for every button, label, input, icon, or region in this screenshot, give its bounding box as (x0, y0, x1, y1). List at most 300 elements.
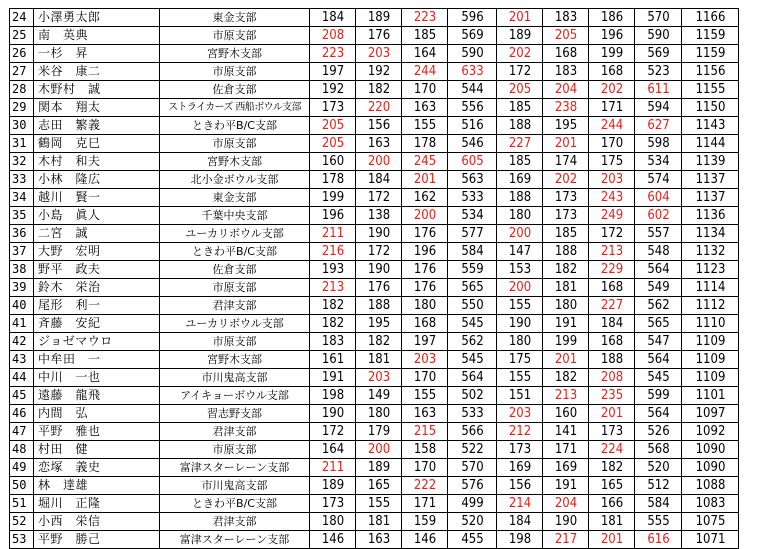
game-score-cell: 173 (591, 423, 632, 441)
total-cell: 1088 (684, 477, 735, 495)
game-score-cell: 173 (499, 441, 540, 459)
game-score-cell: 244 (404, 63, 445, 81)
branch-cell: ストライカーズ 西船ボウル支部 (160, 99, 310, 117)
total-cell: 1155 (684, 81, 735, 99)
player-name-cell: 大野 宏明 (34, 243, 160, 261)
table-row (10, 81, 739, 99)
subtotal-1-cell: 545 (450, 315, 494, 333)
total-cell: 1136 (684, 207, 735, 225)
game-score-cell: 238 (545, 99, 586, 117)
game-score-cell: 175 (499, 351, 540, 369)
game-score-cell: 184 (591, 315, 632, 333)
table-row (10, 441, 739, 459)
game-score-cell: 195 (358, 315, 399, 333)
game-score-cell: 204 (545, 81, 586, 99)
game-score-cell: 151 (499, 387, 540, 405)
branch-cell: 市原支部 (160, 441, 310, 459)
table-row (10, 207, 739, 225)
total-cell: 1114 (684, 279, 735, 297)
subtotal-1-cell: 544 (450, 81, 494, 99)
game-score-cell: 180 (312, 513, 353, 531)
game-score-cell: 217 (545, 531, 586, 549)
rank-cell: 30 (10, 117, 34, 135)
branch-cell: 君津支部 (160, 513, 310, 531)
game-score-cell: 155 (499, 369, 540, 387)
table-row (10, 225, 739, 243)
player-name-cell: 林 達雄 (34, 477, 160, 495)
subtotal-2-cell: 555 (637, 513, 679, 531)
subtotal-1-cell: 569 (450, 27, 494, 45)
game-score-cell: 174 (545, 153, 586, 171)
rank-cell: 52 (10, 513, 34, 531)
game-score-cell: 224 (591, 441, 632, 459)
player-name-cell: 野平 政夫 (34, 261, 160, 279)
game-score-cell: 165 (358, 477, 399, 495)
game-score-cell: 173 (312, 99, 353, 117)
table-row (10, 243, 739, 261)
game-score-cell: 208 (591, 369, 632, 387)
branch-cell: 市原支部 (160, 27, 310, 45)
table-row (10, 315, 739, 333)
game-score-cell: 199 (545, 333, 586, 351)
branch-cell: アイキョーボウル支部 (160, 387, 310, 405)
subtotal-2-cell: 512 (637, 477, 679, 495)
game-score-cell: 159 (404, 513, 445, 531)
subtotal-1-cell: 563 (450, 171, 494, 189)
game-score-cell: 223 (404, 9, 445, 27)
subtotal-1-cell: 533 (450, 405, 494, 423)
game-score-cell: 176 (358, 279, 399, 297)
game-score-cell: 205 (499, 81, 540, 99)
game-score-cell: 197 (404, 333, 445, 351)
game-score-cell: 185 (404, 27, 445, 45)
game-score-cell: 156 (499, 477, 540, 495)
game-score-cell: 176 (404, 225, 445, 243)
game-score-cell: 196 (312, 207, 353, 225)
branch-cell: 市川鬼高支部 (160, 477, 310, 495)
game-score-cell: 146 (312, 531, 353, 549)
rank-cell: 46 (10, 405, 34, 423)
table-row (10, 135, 739, 153)
rank-cell: 44 (10, 369, 34, 387)
game-score-cell: 138 (358, 207, 399, 225)
game-score-cell: 182 (545, 369, 586, 387)
table-row (10, 261, 739, 279)
total-cell: 1150 (684, 99, 735, 117)
game-score-cell: 185 (545, 225, 586, 243)
game-score-cell: 185 (499, 153, 540, 171)
subtotal-1-cell: 605 (450, 153, 494, 171)
game-score-cell: 201 (591, 405, 632, 423)
game-score-cell: 170 (404, 459, 445, 477)
game-score-cell: 201 (404, 171, 445, 189)
rank-cell: 36 (10, 225, 34, 243)
game-score-cell: 203 (358, 45, 399, 63)
game-score-cell: 181 (545, 279, 586, 297)
game-score-cell: 205 (545, 27, 586, 45)
game-score-cell: 200 (358, 153, 399, 171)
game-score-cell: 156 (358, 117, 399, 135)
rank-cell: 29 (10, 99, 34, 117)
total-cell: 1137 (684, 189, 735, 207)
game-score-cell: 164 (312, 441, 353, 459)
game-score-cell: 158 (404, 441, 445, 459)
game-score-cell: 190 (358, 261, 399, 279)
game-score-cell: 180 (404, 297, 445, 315)
game-score-cell: 168 (591, 333, 632, 351)
subtotal-2-cell: 523 (637, 63, 679, 81)
game-score-cell: 223 (312, 45, 353, 63)
rank-cell: 40 (10, 297, 34, 315)
game-score-cell: 188 (499, 117, 540, 135)
table-row (10, 171, 739, 189)
total-cell: 1110 (684, 315, 735, 333)
subtotal-1-cell: 516 (450, 117, 494, 135)
game-score-cell: 205 (312, 117, 353, 135)
game-score-cell: 200 (499, 279, 540, 297)
game-score-cell: 173 (312, 495, 353, 513)
subtotal-2-cell: 547 (637, 333, 679, 351)
branch-cell: 市原支部 (160, 135, 310, 153)
game-score-cell: 208 (312, 27, 353, 45)
rank-cell: 32 (10, 153, 34, 171)
game-score-cell: 211 (312, 225, 353, 243)
player-name-cell: 一杉 昇 (34, 45, 160, 63)
game-score-cell: 165 (591, 477, 632, 495)
game-score-cell: 171 (404, 495, 445, 513)
game-score-cell: 183 (545, 63, 586, 81)
game-score-cell: 203 (499, 405, 540, 423)
rank-cell: 51 (10, 495, 34, 513)
total-cell: 1112 (684, 297, 735, 315)
game-score-cell: 222 (404, 477, 445, 495)
player-name-cell: 関本 翔太 (34, 99, 160, 117)
game-score-cell: 180 (358, 405, 399, 423)
game-score-cell: 173 (545, 207, 586, 225)
game-score-cell: 155 (358, 495, 399, 513)
player-name-cell: 志田 繁義 (34, 117, 160, 135)
game-score-cell: 155 (404, 387, 445, 405)
rank-cell: 49 (10, 459, 34, 477)
game-score-cell: 184 (499, 513, 540, 531)
game-score-cell: 193 (312, 261, 353, 279)
game-score-cell: 243 (591, 189, 632, 207)
subtotal-1-cell: 455 (450, 531, 494, 549)
rank-cell: 26 (10, 45, 34, 63)
game-score-cell: 185 (499, 99, 540, 117)
subtotal-2-cell: 574 (637, 171, 679, 189)
player-name-cell: 堀川 正隆 (34, 495, 160, 513)
rank-cell: 33 (10, 171, 34, 189)
game-score-cell: 188 (591, 351, 632, 369)
player-name-cell: ジョゼマウロ (34, 333, 160, 351)
player-name-cell: 米谷 康二 (34, 63, 160, 81)
branch-cell: 千葉中央支部 (160, 207, 310, 225)
subtotal-2-cell: 604 (637, 189, 679, 207)
subtotal-2-cell: 568 (637, 441, 679, 459)
table-row (10, 9, 739, 27)
total-cell: 1075 (684, 513, 735, 531)
player-name-cell: 二宮 誠 (34, 225, 160, 243)
subtotal-1-cell: 590 (450, 45, 494, 63)
game-score-cell: 201 (545, 135, 586, 153)
subtotal-1-cell: 546 (450, 135, 494, 153)
game-score-cell: 220 (358, 99, 399, 117)
branch-cell: 北小金ボウル支部 (160, 171, 310, 189)
player-name-cell: 鈴木 栄治 (34, 279, 160, 297)
total-cell: 1139 (684, 153, 735, 171)
rank-cell: 47 (10, 423, 34, 441)
game-score-cell: 202 (545, 171, 586, 189)
subtotal-2-cell: 611 (637, 81, 679, 99)
subtotal-2-cell: 569 (637, 45, 679, 63)
branch-cell: 東金支部 (160, 9, 310, 27)
player-name-cell: 内間 弘 (34, 405, 160, 423)
player-name-cell: 平野 勝己 (34, 531, 160, 549)
branch-cell: 市川鬼高支部 (160, 369, 310, 387)
game-score-cell: 181 (358, 513, 399, 531)
total-cell: 1071 (684, 531, 735, 549)
rank-cell: 28 (10, 81, 34, 99)
game-score-cell: 163 (358, 531, 399, 549)
game-score-cell: 168 (404, 315, 445, 333)
table-row (10, 279, 739, 297)
total-cell: 1092 (684, 423, 735, 441)
results-table (9, 8, 739, 549)
game-score-cell: 213 (312, 279, 353, 297)
game-score-cell: 153 (499, 261, 540, 279)
subtotal-2-cell: 526 (637, 423, 679, 441)
subtotal-1-cell: 596 (450, 9, 494, 27)
game-score-cell: 183 (312, 333, 353, 351)
subtotal-2-cell: 564 (637, 261, 679, 279)
table-row (10, 333, 739, 351)
game-score-cell: 213 (591, 243, 632, 261)
branch-cell: 宮野木支部 (160, 45, 310, 63)
game-score-cell: 160 (545, 405, 586, 423)
game-score-cell: 184 (312, 9, 353, 27)
player-name-cell: 小林 隆広 (34, 171, 160, 189)
subtotal-2-cell: 545 (637, 369, 679, 387)
game-score-cell: 155 (499, 297, 540, 315)
subtotal-1-cell: 570 (450, 459, 494, 477)
table-row (10, 477, 739, 495)
subtotal-1-cell: 522 (450, 441, 494, 459)
subtotal-1-cell: 633 (450, 63, 494, 81)
subtotal-2-cell: 590 (637, 27, 679, 45)
rank-cell: 35 (10, 207, 34, 225)
rank-cell: 41 (10, 315, 34, 333)
game-score-cell: 189 (358, 459, 399, 477)
subtotal-2-cell: 557 (637, 225, 679, 243)
table-row (10, 387, 739, 405)
game-score-cell: 172 (312, 423, 353, 441)
game-score-cell: 197 (312, 63, 353, 81)
game-score-cell: 199 (312, 189, 353, 207)
game-score-cell: 166 (591, 495, 632, 513)
game-score-cell: 180 (499, 333, 540, 351)
rank-cell: 42 (10, 333, 34, 351)
total-cell: 1134 (684, 225, 735, 243)
game-score-cell: 188 (545, 243, 586, 261)
game-score-cell: 176 (404, 279, 445, 297)
player-name-cell: 中川 一也 (34, 369, 160, 387)
total-cell: 1090 (684, 441, 735, 459)
game-score-cell: 162 (404, 189, 445, 207)
game-score-cell: 170 (404, 81, 445, 99)
subtotal-2-cell: 564 (637, 351, 679, 369)
game-score-cell: 190 (312, 405, 353, 423)
game-score-cell: 172 (358, 243, 399, 261)
game-score-cell: 227 (499, 135, 540, 153)
game-score-cell: 188 (499, 189, 540, 207)
game-score-cell: 215 (404, 423, 445, 441)
player-name-cell: 小島 眞人 (34, 207, 160, 225)
player-name-cell: 木野村 誠 (34, 81, 160, 99)
total-cell: 1137 (684, 171, 735, 189)
game-score-cell: 204 (545, 495, 586, 513)
game-score-cell: 203 (358, 369, 399, 387)
rank-cell: 24 (10, 9, 34, 27)
game-score-cell: 155 (404, 117, 445, 135)
branch-cell: 佐倉支部 (160, 261, 310, 279)
total-cell: 1159 (684, 27, 735, 45)
game-score-cell: 176 (358, 27, 399, 45)
game-score-cell: 190 (358, 225, 399, 243)
subtotal-1-cell: 550 (450, 297, 494, 315)
rank-cell: 27 (10, 63, 34, 81)
player-name-cell: 遠藤 龍飛 (34, 387, 160, 405)
branch-cell: ときわ平B/C支部 (160, 243, 310, 261)
table-row (10, 459, 739, 477)
game-score-cell: 229 (591, 261, 632, 279)
player-name-cell: 木村 和夫 (34, 153, 160, 171)
game-score-cell: 213 (545, 387, 586, 405)
rank-cell: 31 (10, 135, 34, 153)
game-score-cell: 216 (312, 243, 353, 261)
total-cell: 1109 (684, 351, 735, 369)
game-score-cell: 164 (404, 45, 445, 63)
game-score-cell: 169 (499, 171, 540, 189)
subtotal-1-cell: 576 (450, 477, 494, 495)
game-score-cell: 171 (591, 99, 632, 117)
game-score-cell: 202 (499, 45, 540, 63)
game-score-cell: 180 (545, 297, 586, 315)
subtotal-2-cell: 602 (637, 207, 679, 225)
game-score-cell: 173 (545, 189, 586, 207)
game-score-cell: 196 (591, 27, 632, 45)
game-score-cell: 214 (499, 495, 540, 513)
subtotal-2-cell: 565 (637, 315, 679, 333)
game-score-cell: 181 (591, 513, 632, 531)
player-name-cell: 斉藤 安紀 (34, 315, 160, 333)
game-score-cell: 172 (591, 225, 632, 243)
game-score-cell: 163 (404, 405, 445, 423)
branch-cell: 市原支部 (160, 333, 310, 351)
game-score-cell: 249 (591, 207, 632, 225)
game-score-cell: 168 (591, 63, 632, 81)
game-score-cell: 211 (312, 459, 353, 477)
table-row (10, 63, 739, 81)
game-score-cell: 195 (545, 117, 586, 135)
game-score-cell: 191 (545, 477, 586, 495)
subtotal-2-cell: 627 (637, 117, 679, 135)
player-name-cell: 小澤勇太郎 (34, 9, 160, 27)
game-score-cell: 161 (312, 351, 353, 369)
game-score-cell: 180 (499, 207, 540, 225)
rank-cell: 53 (10, 531, 34, 549)
subtotal-2-cell: 564 (637, 405, 679, 423)
game-score-cell: 192 (358, 63, 399, 81)
game-score-cell: 181 (358, 351, 399, 369)
game-score-cell: 182 (545, 261, 586, 279)
game-score-cell: 182 (591, 459, 632, 477)
subtotal-2-cell: 598 (637, 135, 679, 153)
game-score-cell: 202 (591, 81, 632, 99)
branch-cell: 君津支部 (160, 297, 310, 315)
game-score-cell: 201 (499, 9, 540, 27)
game-score-cell: 182 (312, 315, 353, 333)
subtotal-2-cell: 520 (637, 459, 679, 477)
game-score-cell: 191 (545, 315, 586, 333)
game-score-cell: 190 (545, 513, 586, 531)
table-row (10, 369, 739, 387)
game-score-cell: 172 (499, 63, 540, 81)
subtotal-2-cell: 584 (637, 495, 679, 513)
game-score-cell: 160 (312, 153, 353, 171)
game-score-cell: 191 (312, 369, 353, 387)
game-score-cell: 199 (591, 45, 632, 63)
subtotal-2-cell: 562 (637, 297, 679, 315)
branch-cell: 市原支部 (160, 63, 310, 81)
total-cell: 1109 (684, 333, 735, 351)
subtotal-1-cell: 584 (450, 243, 494, 261)
table-row (10, 27, 739, 45)
game-score-cell: 205 (312, 135, 353, 153)
total-cell: 1132 (684, 243, 735, 261)
game-score-cell: 189 (499, 27, 540, 45)
table-row (10, 513, 739, 531)
total-cell: 1143 (684, 117, 735, 135)
game-score-cell: 163 (404, 99, 445, 117)
game-score-cell: 190 (499, 315, 540, 333)
game-score-cell: 179 (358, 423, 399, 441)
game-score-cell: 172 (358, 189, 399, 207)
game-score-cell: 171 (545, 441, 586, 459)
game-score-cell: 178 (404, 135, 445, 153)
game-score-cell: 200 (404, 207, 445, 225)
subtotal-1-cell: 534 (450, 207, 494, 225)
player-name-cell: 南 英典 (34, 27, 160, 45)
table-row (10, 153, 739, 171)
game-score-cell: 182 (312, 297, 353, 315)
branch-cell: 君津支部 (160, 423, 310, 441)
subtotal-1-cell: 545 (450, 351, 494, 369)
table-row (10, 423, 739, 441)
rank-cell: 39 (10, 279, 34, 297)
game-score-cell: 146 (404, 531, 445, 549)
subtotal-1-cell: 577 (450, 225, 494, 243)
table-row (10, 189, 739, 207)
subtotal-1-cell: 564 (450, 369, 494, 387)
player-name-cell: 鶴岡 克巳 (34, 135, 160, 153)
player-name-cell: 尾形 利一 (34, 297, 160, 315)
game-score-cell: 163 (358, 135, 399, 153)
game-score-cell: 203 (591, 171, 632, 189)
branch-cell: 宮野木支部 (160, 153, 310, 171)
game-score-cell: 141 (545, 423, 586, 441)
subtotal-1-cell: 566 (450, 423, 494, 441)
